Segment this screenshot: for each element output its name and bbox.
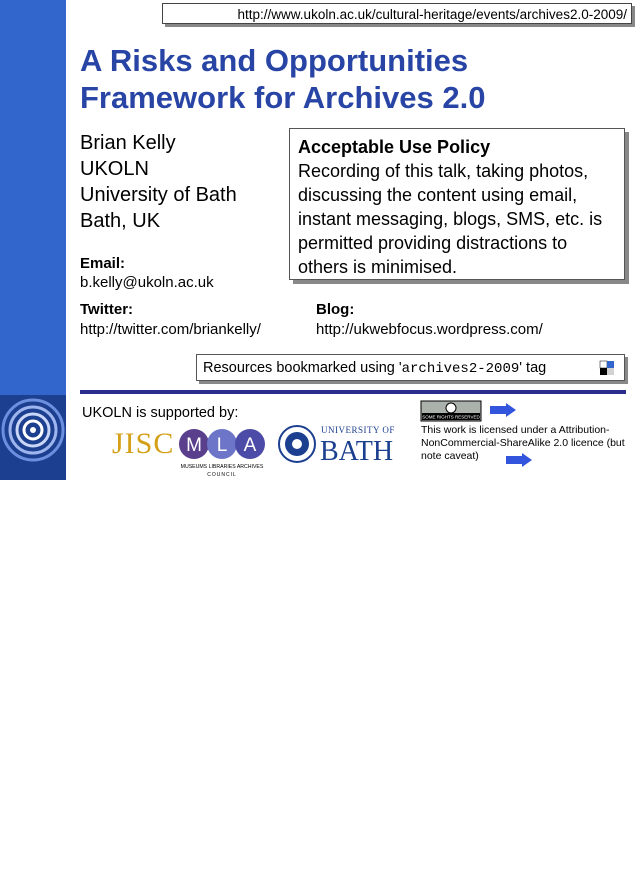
blog-label: Blog: [316,301,355,318]
acceptable-use-policy-box [289,128,625,280]
author-university: University of Bath [80,184,237,206]
author-org: UKOLN [80,158,149,180]
mla-letter-a: A [243,435,257,456]
right-arrow-icon [506,453,532,467]
mla-caption-1: MUSEUMS LIBRARIES ARCHIVES [180,464,264,470]
slide-title-line2: Framework for Archives 2.0 [80,80,486,115]
bookmark-notice[interactable] [196,354,625,381]
right-arrow-icon [490,403,516,417]
author-name: Brian Kelly [80,132,176,154]
author-block [80,130,237,234]
aup-body: Recording of this talk, taking photos, discussing the content using email, instant messaging, blogs, SMS, etc. is permitted providing distractions to others is minimised. [298,161,603,277]
delicious-icon[interactable] [600,361,614,375]
blog-link[interactable]: http://ukwebfocus.wordpress.com/ [316,321,543,338]
author-location: Bath, UK [80,210,161,232]
ukoln-logo-text: UKOLN [2,856,52,872]
support-label: UKOLN is supported by: [82,405,239,421]
ukoln-logo [0,395,66,872]
mla-letter-l: L [216,435,228,456]
mla-letter-m: M [186,435,202,456]
license-text[interactable]: This work is licensed under a Attribution-NonCommercial-ShareAlike 2.0 licence (but note caveat) [421,424,625,462]
footer-divider [80,390,626,394]
bookmark-tag: archives2-2009 [401,361,520,377]
twitter-link[interactable]: http://twitter.com/briankelly/ [80,321,261,338]
bath-logo-line2: BATH [320,436,394,467]
twitter-label: Twitter: [80,301,134,318]
left-sidebar-bar [0,0,66,395]
ukoln-swirl-graphic [0,395,66,480]
bookmark-prefix: Resources bookmarked using ' [203,360,402,376]
email-link[interactable]: b.kelly@ukoln.ac.uk [80,274,214,291]
aup-title: Acceptable Use Policy [298,137,491,157]
jisc-logo: JISC [112,427,175,460]
event-url[interactable]: http://www.ukoln.ac.uk/cultural-heritage/events/archives2.0-2009/ [162,3,632,24]
bath-logo-line1: UNIVERSITY OF [321,425,395,435]
university-of-bath-logo [278,420,398,470]
mla-logo [178,424,268,480]
slide-title-line1: A Risks and Opportunities [80,43,469,78]
email-label: Email: [80,255,126,272]
bookmark-suffix: ' tag [519,360,547,376]
mla-caption-2: COUNCIL [207,472,237,478]
cc-badge-text: SOME RIGHTS RESERVED [422,414,480,420]
creative-commons-badge[interactable] [421,401,481,421]
slide-title [80,42,600,116]
